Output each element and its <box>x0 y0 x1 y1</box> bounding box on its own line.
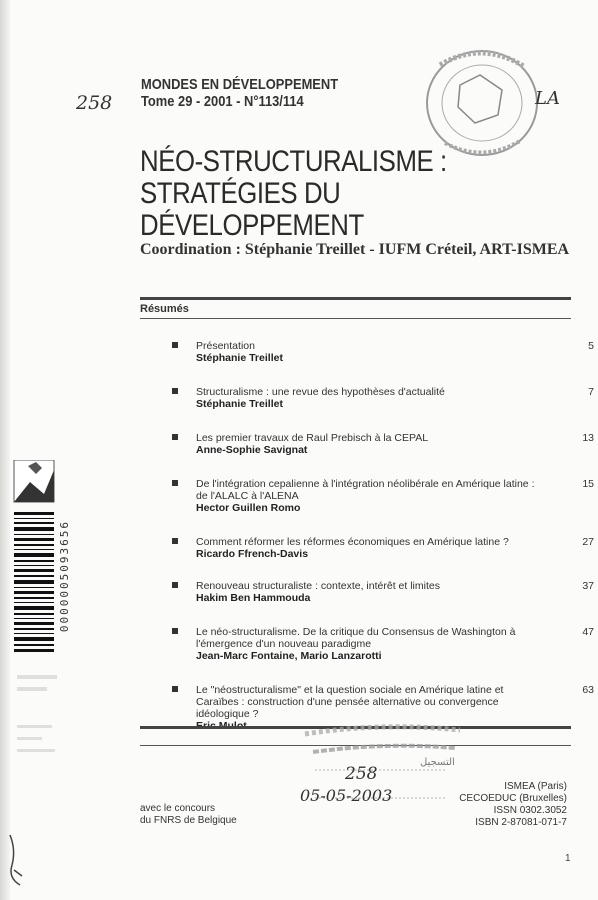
footer-left-line-2: du FNRS de Belgique <box>140 815 237 826</box>
toc-item <box>172 580 594 604</box>
coordination-line: Coordination : Stéphanie Treillet - IUFM Créteil, ART-ISMEA <box>140 241 570 258</box>
toc-author: Jean-Marc Fontaine, Mario Lanzarotti <box>196 650 382 662</box>
footer-left <box>140 803 237 827</box>
toc-title: Comment réformer les réformes économiques en Amérique latine ? <box>196 536 509 548</box>
stamp-handwritten-date: 05-05-2003 <box>300 786 393 805</box>
toc-page: 7 <box>588 386 594 398</box>
toc-author: Anne-Sophie Savignat <box>196 444 308 456</box>
toc-title: Structuralisme : une revue des hypothèses d'actualité <box>196 386 445 398</box>
bullet-icon <box>172 686 178 692</box>
publisher: ISMEA (Paris) <box>504 781 567 792</box>
stamp-handwritten-mark: LA <box>535 88 560 109</box>
issn: ISSN 0302.3052 <box>493 805 567 816</box>
bullet-icon <box>172 388 178 394</box>
title-line-1: NÉO-STRUCTURALISME : <box>140 145 447 178</box>
toc-item <box>172 340 594 364</box>
section-label: Résumés <box>140 303 189 315</box>
stamp-handwritten-number: 258 <box>345 764 378 784</box>
toc-author: Hector Guillen Romo <box>196 502 301 514</box>
divider-section <box>140 318 571 319</box>
journal-header <box>141 76 338 110</box>
toc-page: 13 <box>582 432 594 444</box>
toc-page: 63 <box>582 684 594 696</box>
toc-item <box>172 626 594 662</box>
library-stamp <box>420 45 545 160</box>
toc-title: Le "néostructuralisme" et la question sociale en Amérique latine et Caraïbes : construction d'une pensée alternative ou convergence idéologique ? <box>196 684 504 720</box>
bullet-icon <box>172 538 178 544</box>
divider-top <box>140 297 571 300</box>
bullet-icon <box>172 480 178 486</box>
toc-item <box>172 386 594 410</box>
co-publisher: CECOEDUC (Bruxelles) <box>459 793 567 804</box>
faint-bleedthrough <box>12 665 67 805</box>
toc-page: 27 <box>582 536 594 548</box>
toc-author: Hakim Ben Hammouda <box>196 592 311 604</box>
toc-item <box>172 536 594 560</box>
toc-title: Présentation <box>196 340 255 352</box>
footer-left-line-1: avec le concours <box>140 803 216 814</box>
toc-page: 47 <box>582 626 594 638</box>
toc-page: 15 <box>582 478 594 490</box>
title-line-2: STRATÉGIES DU DÉVELOPPEMENT <box>140 177 364 242</box>
handwritten-number: 258 <box>76 92 113 114</box>
stamp-label: التسجيل <box>420 757 455 768</box>
toc-page: 5 <box>588 340 594 352</box>
journal-name: MONDES EN DÉVELOPPEMENT <box>141 76 339 93</box>
toc-title: Renouveau structuraliste : contexte, intérêt et limites <box>196 580 440 592</box>
toc-author: Stéphanie Treillet <box>196 352 283 364</box>
isbn: ISBN 2-87081-071-7 <box>475 817 567 828</box>
toc-author: Ricardo Ffrench-Davis <box>196 548 309 560</box>
toc-title: De l'intégration cepalienne à l'intégration néolibérale en Amérique latine : de l'ALALC à l'ALENA <box>196 478 535 502</box>
toc-item <box>172 478 594 514</box>
toc-author: Stéphanie Treillet <box>196 398 283 410</box>
toc-item <box>172 432 594 456</box>
bullet-icon <box>172 628 178 634</box>
signature-scribble <box>2 830 32 890</box>
page-number: 1 <box>565 853 571 864</box>
bullet-icon <box>172 342 178 348</box>
bullet-icon <box>172 434 178 440</box>
journal-issue: Tome 29 - 2001 - N°113/114 <box>141 93 304 110</box>
barcode-digits: 0000005093656 <box>58 520 71 633</box>
toc-title: Les premier travaux de Raul Prebisch à la CEPAL <box>196 432 429 444</box>
toc-title: Le néo-structuralisme. De la critique du Consensus de Washington à l'émergence d'un nouveau paradigme <box>196 626 516 650</box>
footer-right <box>459 781 567 829</box>
bullet-icon <box>172 582 178 588</box>
page-edge <box>0 0 10 900</box>
toc-page: 37 <box>582 580 594 592</box>
page-title <box>140 146 534 242</box>
